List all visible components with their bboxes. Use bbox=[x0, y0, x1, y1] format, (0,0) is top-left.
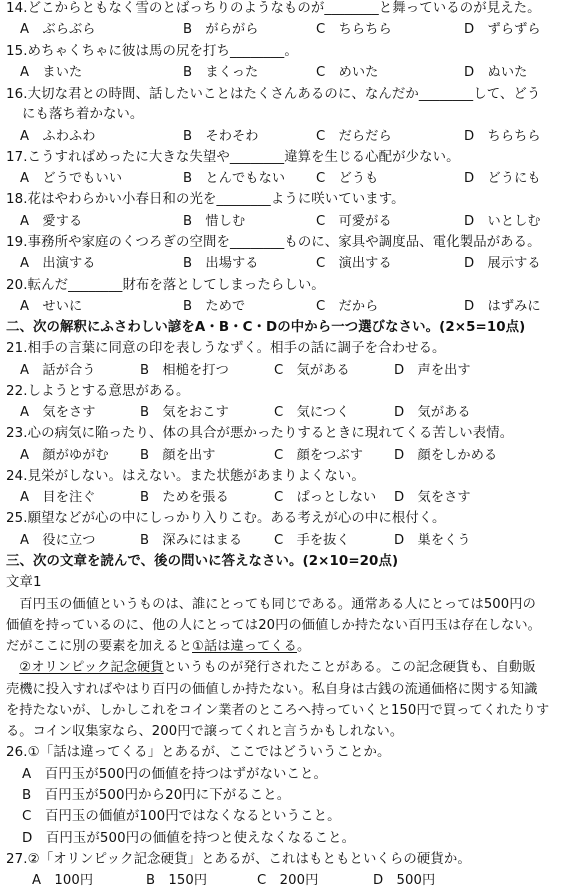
question-24 bbox=[6, 467, 572, 487]
option-b: B とんでもない bbox=[183, 171, 286, 187]
question-19 bbox=[6, 233, 572, 253]
question-number: 14. bbox=[6, 1, 28, 16]
option-b: B ためで bbox=[183, 298, 246, 314]
question-text: しようとする意思がある。 bbox=[27, 383, 190, 399]
option-d: D どうにも bbox=[464, 171, 541, 187]
question-number: 22. bbox=[6, 383, 28, 399]
option-a: A 100円 bbox=[32, 873, 94, 888]
option-a: A 百円玉が500円の価値を持つはずがないこと。 bbox=[22, 766, 327, 782]
option-c: C だらだら bbox=[316, 128, 392, 144]
question-18-options bbox=[0, 212, 577, 232]
question-27-options bbox=[0, 871, 577, 891]
option-a: A まいた bbox=[20, 64, 83, 80]
question-22 bbox=[6, 382, 572, 402]
option-b: B まくった bbox=[183, 64, 259, 80]
question-number: 24. bbox=[6, 468, 28, 484]
passage-line: 価値を持っているのに、他の人にとっては20円の価値しか持たない百円玉は存在しない。 bbox=[6, 617, 541, 633]
question-number: 20. bbox=[6, 277, 28, 293]
option-d: D 展示する bbox=[464, 256, 541, 272]
option-b: B 気をおこす bbox=[140, 405, 229, 421]
question-16 bbox=[6, 85, 572, 105]
passage-line: る。コイン収集家なら、200円で譲ってくれと言うかもしれない。 bbox=[6, 724, 404, 740]
question-text: ②「オリンピック記念硬貨」とあるが、これはもともといくらの硬貨か。 bbox=[27, 851, 471, 867]
option-c: C 気がある bbox=[274, 362, 350, 378]
option-d: D 気がある bbox=[394, 405, 471, 421]
option-b: B 出場する bbox=[183, 256, 259, 272]
option-c: C 演出する bbox=[316, 256, 392, 272]
question-text: 相手の言葉に同意の印を表しうなずく。相手の話に調子を合わせる。 bbox=[27, 341, 446, 357]
option-d: D 500円 bbox=[373, 873, 436, 888]
question-number: 17. bbox=[6, 149, 28, 165]
question-20 bbox=[6, 276, 572, 296]
question-number: 15. bbox=[6, 43, 28, 59]
question-text: 転んだ________財布を落としてしまったらしい。 bbox=[27, 277, 325, 293]
section-3-heading: 三、次の文章を読んで、後の問いに答えなさい。(2×10=20点) bbox=[6, 554, 399, 569]
option-b: B 顔を出す bbox=[140, 447, 216, 463]
question-17 bbox=[6, 148, 572, 168]
question-14 bbox=[6, 0, 572, 19]
question-number: 18. bbox=[6, 192, 28, 208]
passage-text bbox=[6, 660, 19, 675]
option-a: A 役に立つ bbox=[20, 532, 96, 548]
option-a: A どうでもいい bbox=[20, 171, 123, 187]
option-d: D ずらずら bbox=[464, 22, 541, 38]
question-text: 花はやわらかい小春日和の光を________ように咲いています。 bbox=[27, 192, 405, 208]
option-c: C 百円玉の価値が100円ではなくなるということ。 bbox=[22, 809, 341, 825]
question-number: 23. bbox=[6, 426, 28, 442]
question-25 bbox=[6, 509, 572, 529]
question-text: こうすればめったに大きな失望や________違算を生じる心配が少ない。 bbox=[27, 149, 460, 165]
question-number: 16. bbox=[6, 87, 28, 102]
passage-text: 。 bbox=[296, 639, 311, 654]
option-c: C ちらちら bbox=[316, 22, 392, 38]
question-15 bbox=[6, 42, 572, 62]
passage-line: 売機に投入すればやはり百円の価値しか持たない。私自身は古銭の流通価格に関する知識 bbox=[6, 681, 538, 697]
option-a: A せいに bbox=[20, 298, 83, 314]
option-c: C 可愛がる bbox=[316, 213, 392, 229]
passage-line: 百円玉の価値というものは、誰にとっても同じである。通常ある人にとっては500円の bbox=[6, 596, 536, 612]
option-d: D 声を出す bbox=[394, 362, 471, 378]
option-a: A 気をさす bbox=[20, 405, 96, 421]
option-c: C だから bbox=[316, 298, 379, 314]
question-25-options bbox=[0, 531, 577, 551]
option-b: B 深みにはまる bbox=[140, 532, 243, 548]
question-number: 19. bbox=[6, 235, 28, 250]
option-d: D はずみに bbox=[464, 298, 541, 314]
question-24-options bbox=[0, 488, 577, 508]
question-number: 26. bbox=[6, 745, 28, 761]
question-15-options bbox=[0, 63, 577, 83]
option-a: A 顔がゆがむ bbox=[20, 447, 109, 463]
underlined-phrase-2: ②オリンピック記念硬貨 bbox=[19, 660, 164, 676]
option-c: C どうも bbox=[316, 171, 379, 187]
option-c: C ぱっとしない bbox=[274, 490, 377, 506]
passage-line bbox=[6, 658, 574, 678]
question-16-continuation: にも落ち着かない。 bbox=[22, 107, 144, 123]
question-20-options bbox=[0, 297, 577, 317]
passage-title: 文章1 bbox=[6, 575, 42, 591]
option-d: D ぬいた bbox=[464, 64, 528, 80]
passage-line bbox=[6, 637, 574, 657]
option-c: C 手を抜く bbox=[274, 532, 350, 548]
question-text: 心の病気に陥ったり、体の具合が悪かったりするときに現れてくる苦しい表情。 bbox=[27, 426, 514, 442]
question-27 bbox=[6, 850, 572, 870]
option-a: A ふわふわ bbox=[20, 128, 96, 144]
option-b: B がらがら bbox=[183, 22, 259, 38]
question-23-options bbox=[0, 446, 577, 466]
option-b: B そわそわ bbox=[183, 128, 259, 144]
question-18 bbox=[6, 190, 572, 210]
option-b: B 百円玉が500円から20円に下がること。 bbox=[22, 787, 291, 803]
option-d: D 顔をしかめる bbox=[394, 447, 498, 463]
question-text: どこからともなく雪のとばっちりのようなものが________と舞っているのが見えた。 bbox=[27, 1, 541, 16]
question-23 bbox=[6, 424, 572, 444]
question-17-options bbox=[0, 169, 577, 189]
option-c: C 顔をつぶす bbox=[274, 447, 364, 463]
passage-text: だがここに別の要素を加えると bbox=[6, 639, 193, 654]
question-21 bbox=[6, 339, 572, 359]
question-text: ①「話は違ってくる」とあるが、ここではどういうことか。 bbox=[27, 745, 391, 761]
question-22-options bbox=[0, 403, 577, 423]
section-2-heading: 二、次の解釈にふさわしい諺をA・B・C・Dの中から一つ選びなさい。(2×5=10点) bbox=[6, 320, 526, 335]
option-b: B ためを張る bbox=[140, 490, 229, 506]
question-text: 願望などが心の中にしっかり入りこむ。ある考えが心の中に根付く。 bbox=[27, 511, 446, 527]
option-d: D 百円玉が500円の価値を持つと使えなくなること。 bbox=[22, 830, 356, 846]
option-a: A ぶらぶら bbox=[20, 22, 96, 38]
option-a: A 愛する bbox=[20, 213, 83, 229]
option-c: C めいた bbox=[316, 64, 379, 80]
question-26 bbox=[6, 743, 572, 763]
question-19-options bbox=[0, 254, 577, 274]
option-d: D 気をさす bbox=[394, 490, 471, 506]
underlined-phrase-1: ①話は違ってくる bbox=[192, 639, 297, 654]
option-a: A 目を注ぐ bbox=[20, 490, 96, 506]
option-b: B 惜しむ bbox=[183, 213, 246, 229]
option-d: D ちらちら bbox=[464, 128, 541, 144]
question-number: 27. bbox=[6, 851, 28, 867]
option-b: B 150円 bbox=[146, 873, 208, 888]
question-21-options bbox=[0, 361, 577, 381]
option-b: B 相槌を打つ bbox=[140, 362, 229, 378]
passage-line: を持たないが、しかしこれをコイン業者のところへ持っていくと150円で買ってくれたりす bbox=[6, 702, 550, 718]
option-d: D 巣をくう bbox=[394, 532, 471, 548]
question-number: 25. bbox=[6, 511, 28, 527]
question-text: 大切な君との時間、話したいことはたくさんあるのに、なんだか________して、どう bbox=[27, 87, 541, 102]
option-a: A 出演する bbox=[20, 256, 96, 272]
option-c: C 200円 bbox=[257, 873, 319, 888]
question-text: 事務所や家庭のくつろぎの空間を________ものに、家具や調度品、電化製品がある。 bbox=[27, 235, 541, 250]
option-d: D いとしむ bbox=[464, 213, 541, 229]
question-number: 21. bbox=[6, 341, 28, 357]
passage-text: というものが発行されたことがある。この記念硬貨も、自動販 bbox=[163, 660, 536, 676]
option-a: A 話が合う bbox=[20, 362, 96, 378]
question-14-options bbox=[0, 20, 577, 40]
question-16-options bbox=[0, 127, 577, 147]
question-text: めちゃくちゃに彼は馬の尻を打ち________。 bbox=[27, 43, 298, 59]
option-c: C 気につく bbox=[274, 405, 350, 421]
question-text: 見栄がしない。はえない。また状態があまりよくない。 bbox=[27, 468, 365, 484]
